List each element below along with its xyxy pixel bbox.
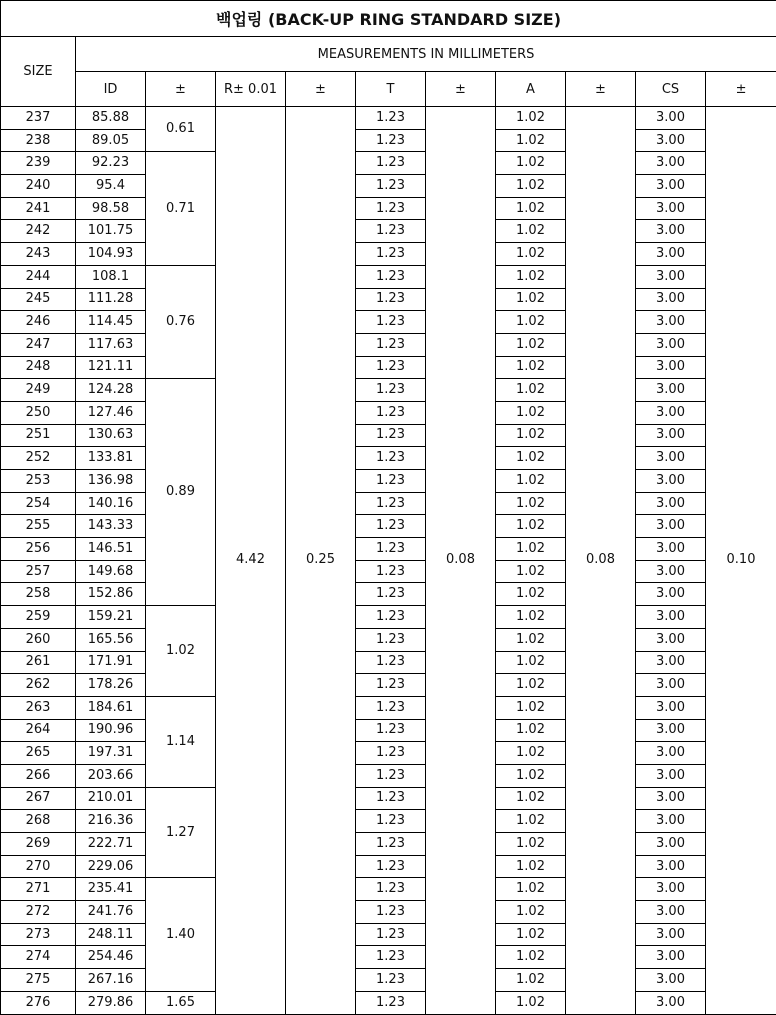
cs-cell: 3.00 — [636, 356, 706, 379]
t-cell: 1.23 — [356, 311, 426, 334]
size-cell: 272 — [1, 901, 76, 924]
table-row — [1, 855, 776, 878]
a-cell: 1.02 — [496, 265, 566, 288]
t-cell: 1.23 — [356, 515, 426, 538]
cs-cell: 3.00 — [636, 220, 706, 243]
col-id-tolerance-header: ± — [146, 72, 216, 107]
table-row — [1, 333, 776, 356]
id-tolerance-cell: 0.89 — [146, 379, 216, 606]
id-cell: 104.93 — [76, 243, 146, 266]
size-cell: 248 — [1, 356, 76, 379]
id-cell: 89.05 — [76, 129, 146, 152]
id-cell: 216.36 — [76, 810, 146, 833]
size-cell: 264 — [1, 719, 76, 742]
a-cell: 1.02 — [496, 333, 566, 356]
t-cell: 1.23 — [356, 288, 426, 311]
cs-cell: 3.00 — [636, 243, 706, 266]
table-row — [1, 923, 776, 946]
table-row — [1, 311, 776, 334]
cs-cell: 3.00 — [636, 674, 706, 697]
col-cs-tolerance-header: ± — [706, 72, 776, 107]
cs-cell: 3.00 — [636, 991, 706, 1014]
cs-cell: 3.00 — [636, 946, 706, 969]
size-cell: 271 — [1, 878, 76, 901]
id-cell: 130.63 — [76, 424, 146, 447]
id-cell: 127.46 — [76, 401, 146, 424]
table-title: 백업링 (BACK-UP RING STANDARD SIZE) — [1, 1, 776, 37]
id-cell: 159.21 — [76, 606, 146, 629]
measurements-header: MEASUREMENTS IN MILLIMETERS — [76, 37, 776, 72]
t-cell: 1.23 — [356, 901, 426, 924]
a-cell: 1.02 — [496, 606, 566, 629]
t-cell: 1.23 — [356, 833, 426, 856]
t-cell: 1.23 — [356, 356, 426, 379]
cs-cell: 3.00 — [636, 379, 706, 402]
size-cell: 265 — [1, 742, 76, 765]
cs-cell: 3.00 — [636, 333, 706, 356]
a-cell: 1.02 — [496, 379, 566, 402]
t-cell: 1.23 — [356, 855, 426, 878]
table-row — [1, 356, 776, 379]
t-cell: 1.23 — [356, 129, 426, 152]
size-cell: 240 — [1, 175, 76, 198]
t-cell: 1.23 — [356, 651, 426, 674]
cs-cell: 3.00 — [636, 129, 706, 152]
a-cell: 1.02 — [496, 991, 566, 1014]
a-cell: 1.02 — [496, 492, 566, 515]
col-a-tolerance-header: ± — [566, 72, 636, 107]
table-row — [1, 470, 776, 493]
t-cell: 1.23 — [356, 991, 426, 1014]
a-cell: 1.02 — [496, 696, 566, 719]
a-cell: 1.02 — [496, 560, 566, 583]
table-row — [1, 129, 776, 152]
id-cell: 178.26 — [76, 674, 146, 697]
table-row — [1, 560, 776, 583]
cs-cell: 3.00 — [636, 651, 706, 674]
t-cell: 1.23 — [356, 696, 426, 719]
t-cell: 1.23 — [356, 946, 426, 969]
id-cell: 143.33 — [76, 515, 146, 538]
cs-cell: 3.00 — [636, 742, 706, 765]
a-cell: 1.02 — [496, 152, 566, 175]
id-cell: 165.56 — [76, 628, 146, 651]
size-header: SIZE — [1, 37, 76, 107]
id-tolerance-cell: 1.02 — [146, 606, 216, 697]
size-cell: 245 — [1, 288, 76, 311]
cs-cell: 3.00 — [636, 719, 706, 742]
t-cell: 1.23 — [356, 265, 426, 288]
cs-cell: 3.00 — [636, 311, 706, 334]
id-cell: 121.11 — [76, 356, 146, 379]
cs-cell: 3.00 — [636, 197, 706, 220]
cs-cell: 3.00 — [636, 175, 706, 198]
id-tolerance-cell: 1.40 — [146, 878, 216, 991]
id-cell: 140.16 — [76, 492, 146, 515]
id-cell: 210.01 — [76, 787, 146, 810]
id-cell: 222.71 — [76, 833, 146, 856]
size-cell: 250 — [1, 401, 76, 424]
id-tolerance-cell: 0.61 — [146, 107, 216, 152]
table-row — [1, 152, 776, 175]
a-cell: 1.02 — [496, 901, 566, 924]
size-cell: 239 — [1, 152, 76, 175]
t-cell: 1.23 — [356, 787, 426, 810]
col-t-header: T — [356, 72, 426, 107]
cs-cell: 3.00 — [636, 152, 706, 175]
id-cell: 149.68 — [76, 560, 146, 583]
t-cell: 1.23 — [356, 424, 426, 447]
cs-cell: 3.00 — [636, 401, 706, 424]
t-cell: 1.23 — [356, 538, 426, 561]
cs-cell: 3.00 — [636, 107, 706, 130]
table-row — [1, 696, 776, 719]
t-cell: 1.23 — [356, 878, 426, 901]
t-cell: 1.23 — [356, 583, 426, 606]
cs-cell: 3.00 — [636, 515, 706, 538]
a-cell: 1.02 — [496, 220, 566, 243]
table-row — [1, 787, 776, 810]
size-cell: 254 — [1, 492, 76, 515]
table-row — [1, 606, 776, 629]
table-row — [1, 719, 776, 742]
size-cell: 251 — [1, 424, 76, 447]
size-cell: 259 — [1, 606, 76, 629]
a-cell: 1.02 — [496, 833, 566, 856]
size-cell: 256 — [1, 538, 76, 561]
id-cell: 92.23 — [76, 152, 146, 175]
table-row — [1, 220, 776, 243]
size-cell: 270 — [1, 855, 76, 878]
t-cell: 1.23 — [356, 379, 426, 402]
a-cell: 1.02 — [496, 923, 566, 946]
table-row — [1, 810, 776, 833]
a-cell: 1.02 — [496, 810, 566, 833]
id-cell: 229.06 — [76, 855, 146, 878]
a-cell: 1.02 — [496, 356, 566, 379]
size-cell: 261 — [1, 651, 76, 674]
table-row — [1, 197, 776, 220]
size-cell: 255 — [1, 515, 76, 538]
t-cell: 1.23 — [356, 606, 426, 629]
table-row — [1, 742, 776, 765]
cs-cell: 3.00 — [636, 764, 706, 787]
id-tolerance-cell: 0.71 — [146, 152, 216, 265]
id-cell: 95.4 — [76, 175, 146, 198]
cs-cell: 3.00 — [636, 969, 706, 992]
r-tolerance-cell: 0.25 — [286, 107, 356, 1015]
cs-cell: 3.00 — [636, 424, 706, 447]
id-cell: 114.45 — [76, 311, 146, 334]
id-cell: 203.66 — [76, 764, 146, 787]
t-cell: 1.23 — [356, 333, 426, 356]
size-cell: 249 — [1, 379, 76, 402]
cs-cell: 3.00 — [636, 447, 706, 470]
id-cell: 108.1 — [76, 265, 146, 288]
size-cell: 266 — [1, 764, 76, 787]
cs-tolerance-cell: 0.10 — [706, 107, 776, 1015]
size-cell: 242 — [1, 220, 76, 243]
size-cell: 246 — [1, 311, 76, 334]
t-cell: 1.23 — [356, 197, 426, 220]
table-row — [1, 674, 776, 697]
id-cell: 197.31 — [76, 742, 146, 765]
size-cell: 247 — [1, 333, 76, 356]
table-row — [1, 628, 776, 651]
table-row — [1, 265, 776, 288]
a-cell: 1.02 — [496, 764, 566, 787]
cs-cell: 3.00 — [636, 538, 706, 561]
table-row — [1, 583, 776, 606]
t-cell: 1.23 — [356, 969, 426, 992]
a-cell: 1.02 — [496, 243, 566, 266]
table-row — [1, 401, 776, 424]
t-cell: 1.23 — [356, 719, 426, 742]
t-cell: 1.23 — [356, 175, 426, 198]
cs-cell: 3.00 — [636, 265, 706, 288]
id-cell: 152.86 — [76, 583, 146, 606]
table-row — [1, 492, 776, 515]
id-cell: 146.51 — [76, 538, 146, 561]
a-cell: 1.02 — [496, 175, 566, 198]
cs-cell: 3.00 — [636, 878, 706, 901]
id-cell: 171.91 — [76, 651, 146, 674]
size-cell: 244 — [1, 265, 76, 288]
cs-cell: 3.00 — [636, 288, 706, 311]
t-cell: 1.23 — [356, 923, 426, 946]
table-row — [1, 538, 776, 561]
a-cell: 1.02 — [496, 447, 566, 470]
table-row — [1, 991, 776, 1014]
cs-cell: 3.00 — [636, 901, 706, 924]
t-cell: 1.23 — [356, 243, 426, 266]
t-cell: 1.23 — [356, 107, 426, 130]
cs-cell: 3.00 — [636, 923, 706, 946]
size-cell: 268 — [1, 810, 76, 833]
size-cell: 258 — [1, 583, 76, 606]
size-cell: 274 — [1, 946, 76, 969]
size-cell: 273 — [1, 923, 76, 946]
table-row — [1, 288, 776, 311]
id-cell: 190.96 — [76, 719, 146, 742]
size-cell: 262 — [1, 674, 76, 697]
a-cell: 1.02 — [496, 946, 566, 969]
id-cell: 241.76 — [76, 901, 146, 924]
table-row — [1, 243, 776, 266]
t-cell: 1.23 — [356, 810, 426, 833]
cs-cell: 3.00 — [636, 470, 706, 493]
id-cell: 184.61 — [76, 696, 146, 719]
size-cell: 238 — [1, 129, 76, 152]
size-cell: 252 — [1, 447, 76, 470]
size-cell: 243 — [1, 243, 76, 266]
a-cell: 1.02 — [496, 288, 566, 311]
a-cell: 1.02 — [496, 311, 566, 334]
id-cell: 248.11 — [76, 923, 146, 946]
a-cell: 1.02 — [496, 969, 566, 992]
t-cell: 1.23 — [356, 401, 426, 424]
a-cell: 1.02 — [496, 424, 566, 447]
table-row — [1, 515, 776, 538]
table-row — [1, 969, 776, 992]
size-cell: 263 — [1, 696, 76, 719]
cs-cell: 3.00 — [636, 606, 706, 629]
col-cs-header: CS — [636, 72, 706, 107]
cs-cell: 3.00 — [636, 492, 706, 515]
a-cell: 1.02 — [496, 515, 566, 538]
t-cell: 1.23 — [356, 220, 426, 243]
cs-cell: 3.00 — [636, 628, 706, 651]
col-a-header: A — [496, 72, 566, 107]
col-id-header: ID — [76, 72, 146, 107]
table-row — [1, 946, 776, 969]
r-value-cell: 4.42 — [216, 107, 286, 1015]
size-cell: 269 — [1, 833, 76, 856]
a-cell: 1.02 — [496, 787, 566, 810]
a-cell: 1.02 — [496, 401, 566, 424]
cs-cell: 3.00 — [636, 810, 706, 833]
col-t-tolerance-header: ± — [426, 72, 496, 107]
id-cell: 133.81 — [76, 447, 146, 470]
a-cell: 1.02 — [496, 628, 566, 651]
id-cell: 136.98 — [76, 470, 146, 493]
t-cell: 1.23 — [356, 674, 426, 697]
t-cell: 1.23 — [356, 628, 426, 651]
id-cell: 279.86 — [76, 991, 146, 1014]
id-cell: 235.41 — [76, 878, 146, 901]
id-tolerance-cell: 0.76 — [146, 265, 216, 378]
t-cell: 1.23 — [356, 764, 426, 787]
a-cell: 1.02 — [496, 719, 566, 742]
table-row — [1, 878, 776, 901]
table-row — [1, 764, 776, 787]
table-row — [1, 107, 776, 130]
col-r-tolerance-header: ± — [286, 72, 356, 107]
cs-cell: 3.00 — [636, 560, 706, 583]
t-cell: 1.23 — [356, 492, 426, 515]
size-cell: 241 — [1, 197, 76, 220]
table-row — [1, 424, 776, 447]
id-cell: 111.28 — [76, 288, 146, 311]
t-cell: 1.23 — [356, 152, 426, 175]
size-cell: 253 — [1, 470, 76, 493]
table-row — [1, 175, 776, 198]
id-tolerance-cell: 1.14 — [146, 696, 216, 787]
id-tolerance-cell: 1.65 — [146, 991, 216, 1014]
size-cell: 260 — [1, 628, 76, 651]
id-cell: 85.88 — [76, 107, 146, 130]
a-cell: 1.02 — [496, 674, 566, 697]
table-row — [1, 901, 776, 924]
table-row — [1, 379, 776, 402]
a-cell: 1.02 — [496, 129, 566, 152]
a-cell: 1.02 — [496, 878, 566, 901]
size-cell: 276 — [1, 991, 76, 1014]
a-cell: 1.02 — [496, 538, 566, 561]
id-tolerance-cell: 1.27 — [146, 787, 216, 878]
t-cell: 1.23 — [356, 470, 426, 493]
a-cell: 1.02 — [496, 855, 566, 878]
cs-cell: 3.00 — [636, 855, 706, 878]
size-cell: 275 — [1, 969, 76, 992]
id-cell: 124.28 — [76, 379, 146, 402]
t-cell: 1.23 — [356, 560, 426, 583]
cs-cell: 3.00 — [636, 583, 706, 606]
t-cell: 1.23 — [356, 742, 426, 765]
table-row — [1, 651, 776, 674]
cs-cell: 3.00 — [636, 787, 706, 810]
t-tolerance-cell: 0.08 — [426, 107, 496, 1015]
id-cell: 254.46 — [76, 946, 146, 969]
id-cell: 117.63 — [76, 333, 146, 356]
a-cell: 1.02 — [496, 197, 566, 220]
id-cell: 101.75 — [76, 220, 146, 243]
id-cell: 267.16 — [76, 969, 146, 992]
a-cell: 1.02 — [496, 107, 566, 130]
a-cell: 1.02 — [496, 470, 566, 493]
a-cell: 1.02 — [496, 651, 566, 674]
size-cell: 257 — [1, 560, 76, 583]
size-cell: 267 — [1, 787, 76, 810]
t-cell: 1.23 — [356, 447, 426, 470]
cs-cell: 3.00 — [636, 833, 706, 856]
id-cell: 98.58 — [76, 197, 146, 220]
size-cell: 237 — [1, 107, 76, 130]
cs-cell: 3.00 — [636, 696, 706, 719]
a-tolerance-cell: 0.08 — [566, 107, 636, 1015]
table-row — [1, 833, 776, 856]
a-cell: 1.02 — [496, 583, 566, 606]
a-cell: 1.02 — [496, 742, 566, 765]
col-r-header: R± 0.01 — [216, 72, 286, 107]
table-row — [1, 447, 776, 470]
